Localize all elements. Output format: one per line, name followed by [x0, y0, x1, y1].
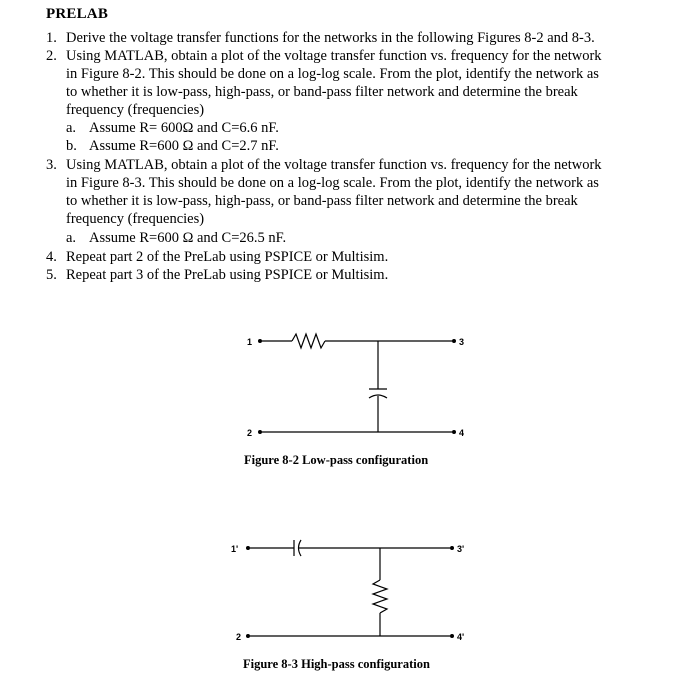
item-2-number: 2. — [46, 48, 57, 64]
item-2-line-4: frequency (frequencies) — [66, 102, 205, 118]
item-2b-text: Assume R=600 Ω and C=2.7 nF. — [89, 138, 279, 154]
item-2-line-3: to whether it is low-pass, high-pass, or band-pass filter network and determine the break — [66, 84, 578, 100]
node-2-dot — [258, 430, 262, 434]
node-1p-dot — [246, 546, 250, 550]
node-2-label: 2 — [247, 428, 253, 438]
item-2b-label: b. — [66, 138, 77, 154]
node-3-label: 3 — [459, 337, 465, 347]
node-4-dot — [452, 430, 456, 434]
item-3-line-3: to whether it is low-pass, high-pass, or band-pass filter network and determine the break — [66, 193, 578, 209]
item-2-line-2: in Figure 8-2. This should be done on a log-log scale. From the plot, identify the network as — [66, 66, 599, 82]
node-1p-label: 1' — [231, 544, 239, 554]
node-1-label: 1 — [247, 337, 253, 347]
item-4-number: 4. — [46, 249, 57, 265]
item-3-number: 3. — [46, 157, 57, 173]
item-3-line-2: in Figure 8-3. This should be done on a log-log scale. From the plot, identify the network as — [66, 175, 599, 191]
node-2-label: 2 — [236, 632, 242, 642]
resistor-symbol — [373, 580, 387, 613]
item-1-number: 1. — [46, 30, 57, 46]
figure-8-3-circuit — [250, 540, 450, 636]
node-4p-dot — [450, 634, 454, 638]
node-3-dot — [452, 339, 456, 343]
item-2-line-1: Using MATLAB, obtain a plot of the voltage transfer function vs. frequency for the network — [66, 48, 602, 64]
item-3-line-1: Using MATLAB, obtain a plot of the voltage transfer function vs. frequency for the network — [66, 157, 602, 173]
item-5-number: 5. — [46, 267, 57, 283]
item-4-line-1: Repeat part 2 of the PreLab using PSPICE or Multisim. — [66, 249, 389, 265]
item-2a-label: a. — [66, 120, 77, 136]
figure-8-2-caption: Figure 8-2 Low-pass configuration — [244, 453, 429, 467]
node-3p-dot — [450, 546, 454, 550]
node-2-dot — [246, 634, 250, 638]
node-4p-label: 4' — [457, 632, 465, 642]
resistor-symbol — [292, 334, 325, 348]
item-2a-text: Assume R= 600Ω and C=6.6 nF. — [89, 120, 279, 136]
figure-8-2-circuit — [262, 334, 452, 432]
figure-8-3-caption: Figure 8-3 High-pass configuration — [243, 657, 430, 671]
item-3a-label: a. — [66, 230, 77, 246]
item-3-line-4: frequency (frequencies) — [66, 211, 205, 227]
item-1-line-1: Derive the voltage transfer functions for the networks in the following Figures 8-2 and 8-3. — [66, 30, 595, 46]
item-5-line-1: Repeat part 3 of the PreLab using PSPICE or Multisim. — [66, 267, 389, 283]
node-4-label: 4 — [459, 428, 465, 438]
node-1-dot — [258, 339, 262, 343]
prelab-heading: PRELAB — [46, 6, 109, 22]
node-3p-label: 3' — [457, 544, 465, 554]
item-3a-text: Assume R=600 Ω and C=26.5 nF. — [89, 230, 287, 246]
